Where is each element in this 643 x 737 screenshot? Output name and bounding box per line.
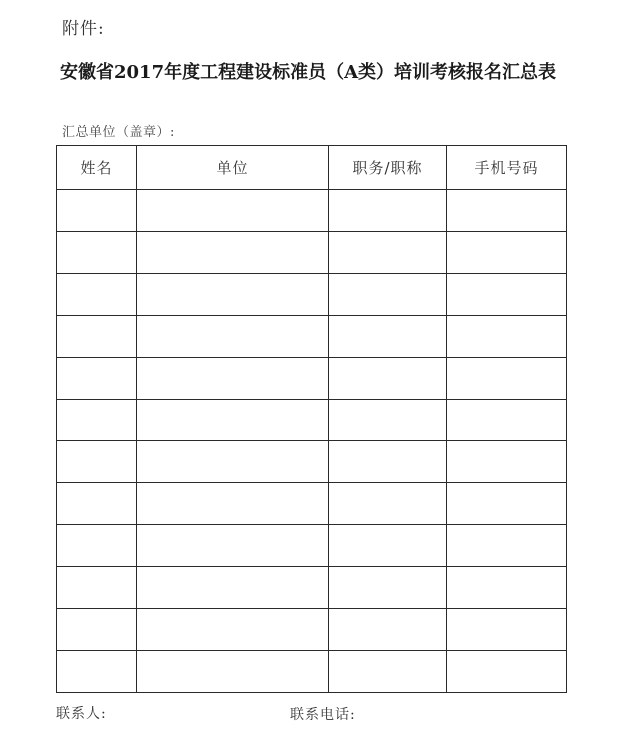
name-cell[interactable]	[57, 190, 137, 232]
name-cell[interactable]	[57, 315, 137, 357]
phone-cell[interactable]	[447, 273, 567, 315]
position-cell[interactable]	[329, 525, 447, 567]
position-cell[interactable]	[329, 273, 447, 315]
col-header-name: 姓名	[57, 146, 137, 190]
phone-cell[interactable]	[447, 609, 567, 651]
unit-cell[interactable]	[137, 567, 329, 609]
phone-cell[interactable]	[447, 567, 567, 609]
position-cell[interactable]	[329, 190, 447, 232]
name-cell[interactable]	[57, 525, 137, 567]
table-row	[57, 231, 567, 273]
unit-cell[interactable]	[137, 190, 329, 232]
table-row	[57, 650, 567, 692]
registration-table-container	[56, 145, 566, 693]
name-cell[interactable]	[57, 273, 137, 315]
phone-cell[interactable]	[447, 190, 567, 232]
unit-cell[interactable]	[137, 315, 329, 357]
position-cell[interactable]	[329, 231, 447, 273]
attachment-label: 附件:	[62, 19, 105, 39]
name-cell[interactable]	[57, 441, 137, 483]
name-cell[interactable]	[57, 483, 137, 525]
table-row	[57, 357, 567, 399]
unit-cell[interactable]	[137, 650, 329, 692]
position-cell[interactable]	[329, 483, 447, 525]
unit-cell[interactable]	[137, 399, 329, 441]
phone-cell[interactable]	[447, 525, 567, 567]
name-cell[interactable]	[57, 567, 137, 609]
col-header-phone: 手机号码	[447, 146, 567, 190]
name-cell[interactable]	[57, 650, 137, 692]
table-row	[57, 190, 567, 232]
unit-cell[interactable]	[137, 231, 329, 273]
table-row	[57, 315, 567, 357]
name-cell[interactable]	[57, 399, 137, 441]
phone-cell[interactable]	[447, 650, 567, 692]
contact-phone-label: 联系电话:	[290, 707, 356, 723]
phone-cell[interactable]	[447, 231, 567, 273]
position-cell[interactable]	[329, 399, 447, 441]
table-row	[57, 609, 567, 651]
table-row	[57, 441, 567, 483]
col-header-unit: 单位	[137, 146, 329, 190]
registration-table	[56, 145, 567, 693]
col-header-position: 职务/职称	[329, 146, 447, 190]
unit-cell[interactable]	[137, 525, 329, 567]
position-cell[interactable]	[329, 609, 447, 651]
phone-cell[interactable]	[447, 441, 567, 483]
table-row	[57, 483, 567, 525]
unit-cell[interactable]	[137, 357, 329, 399]
table-row	[57, 525, 567, 567]
phone-cell[interactable]	[447, 357, 567, 399]
form-title: 安徽省2017年度工程建设标准员（A类）培训考核报名汇总表	[60, 62, 557, 83]
unit-cell[interactable]	[137, 441, 329, 483]
summary-unit-label: 汇总单位（盖章）:	[62, 125, 175, 140]
position-cell[interactable]	[329, 441, 447, 483]
position-cell[interactable]	[329, 357, 447, 399]
unit-cell[interactable]	[137, 273, 329, 315]
table-body	[57, 190, 567, 693]
unit-cell[interactable]	[137, 483, 329, 525]
position-cell[interactable]	[329, 315, 447, 357]
table-row	[57, 273, 567, 315]
phone-cell[interactable]	[447, 399, 567, 441]
table-row	[57, 399, 567, 441]
contact-person-label: 联系人:	[56, 706, 107, 722]
unit-cell[interactable]	[137, 609, 329, 651]
position-cell[interactable]	[329, 567, 447, 609]
table-header-row	[57, 146, 567, 190]
table-row	[57, 567, 567, 609]
name-cell[interactable]	[57, 357, 137, 399]
position-cell[interactable]	[329, 650, 447, 692]
phone-cell[interactable]	[447, 315, 567, 357]
name-cell[interactable]	[57, 231, 137, 273]
name-cell[interactable]	[57, 609, 137, 651]
phone-cell[interactable]	[447, 483, 567, 525]
